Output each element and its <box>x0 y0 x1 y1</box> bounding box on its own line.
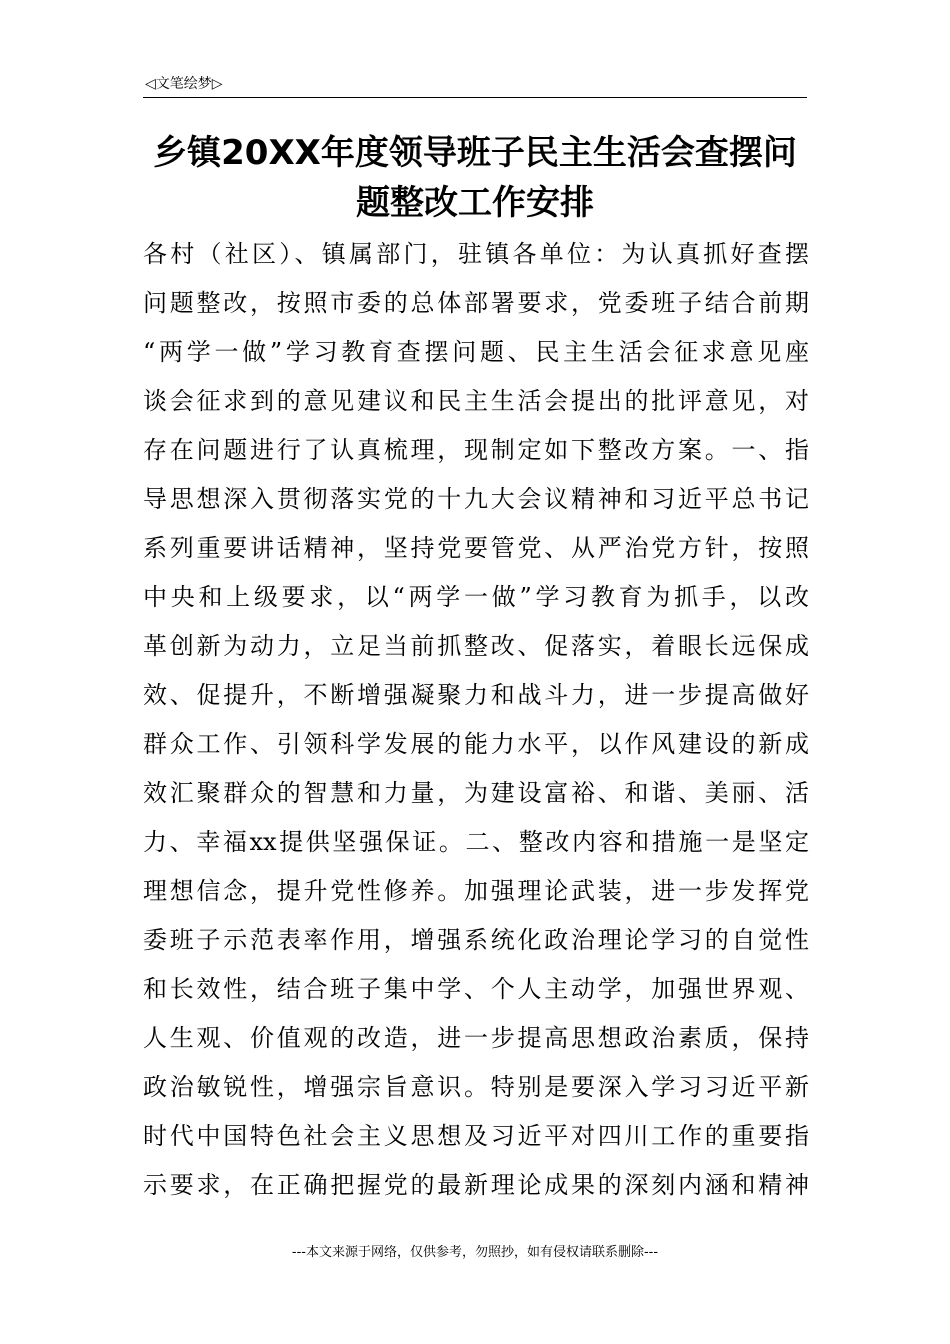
body-line: 存在问题进行了认真梳理，现制定如下整改方案。一、指 <box>143 436 809 464</box>
document-body <box>143 230 809 1210</box>
body-line: 示要求，在正确把握党的最新理论成果的深刻内涵和精神 <box>143 1171 809 1199</box>
body-line: 人生观、价值观的改造，进一步提高思想政治素质，保持 <box>143 1024 809 1052</box>
body-line: 各村（社区）、镇属部门，驻镇各单位：为认真抓好查摆 <box>143 240 809 268</box>
title-line: 题整改工作安排 <box>356 183 594 223</box>
body-line: 导思想深入贯彻落实党的十九大会议精神和习近平总书记 <box>143 485 809 513</box>
body-line: 效汇聚群众的智慧和力量，为建设富裕、和谐、美丽、活 <box>143 779 809 807</box>
body-line: 和长效性，结合班子集中学、个人主动学，加强世界观、 <box>143 975 809 1003</box>
body-line: 谈会征求到的意见建议和民主生活会提出的批评意见，对 <box>143 387 809 415</box>
body-line: 问题整改，按照市委的总体部署要求，党委班子结合前期 <box>143 289 809 317</box>
body-line: 中央和上级要求，以“两学一做”学习教育为抓手，以改 <box>143 583 809 611</box>
header-divider <box>143 97 807 98</box>
body-line: “两学一做”学习教育查摆问题、民主生活会征求意见座 <box>143 338 809 366</box>
header-tag: ◁文笔绘梦▷ <box>145 76 223 92</box>
body-line: 力、幸福xx提供坚强保证。二、整改内容和措施一是坚定 <box>143 828 809 856</box>
footer-disclaimer: ---本文来源于网络，仅供参考，勿照抄，如有侵权请联系删除--- <box>291 1245 659 1260</box>
body-line: 政治敏锐性，增强宗旨意识。特别是要深入学习习近平新 <box>143 1073 809 1101</box>
body-line: 群众工作、引领科学发展的能力水平，以作风建设的新成 <box>143 730 809 758</box>
body-line: 系列重要讲话精神，坚持党要管党、从严治党方针，按照 <box>143 534 809 562</box>
document-title <box>143 128 807 228</box>
body-line: 委班子示范表率作用，增强系统化政治理论学习的自觉性 <box>143 926 809 954</box>
body-line: 理想信念，提升党性修养。加强理论武装，进一步发挥党 <box>143 877 809 905</box>
body-line: 效、促提升，不断增强凝聚力和战斗力，进一步提高做好 <box>143 681 809 709</box>
body-line: 革创新为动力，立足当前抓整改、促落实，着眼长远保成 <box>143 632 809 660</box>
title-line: 乡镇20XX年度领导班子民主生活会查摆问 <box>153 133 797 173</box>
body-line: 时代中国特色社会主义思想及习近平对四川工作的重要指 <box>143 1122 809 1150</box>
